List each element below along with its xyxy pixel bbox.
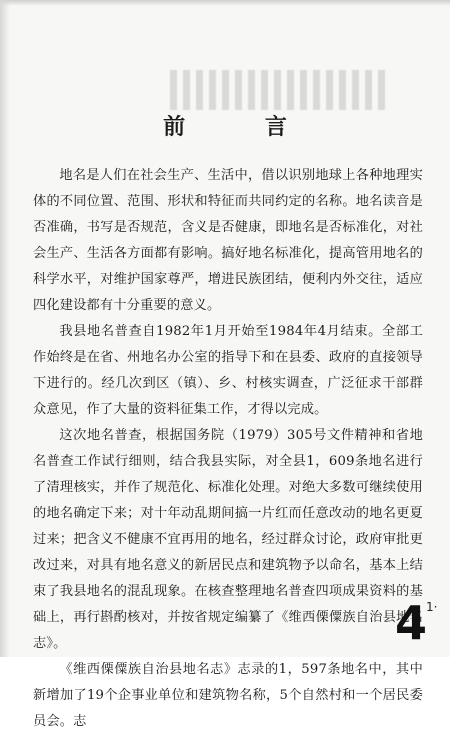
- paragraph-2: 我县地名普查自1982年1月开始至1984年4月结束。全部工作始终是在省、州地名办公室的指导下和在县委、政府的直接领导下进行的。经几次到区（镇）、乡、村核实调查，广泛征求干部群众意见，作了大量的资料征集工作，才得以完成。: [33, 324, 423, 417]
- paragraph-4: 《维西傈僳族自治县地名志》志录的1，597条地名中，其中新增加了19个企事业单位和建筑物名称，5个自然村和一个居民委员会。志: [33, 662, 423, 729]
- paragraph-1: 地名是人们在社会生产、生活中，借以识别地球上各种地理实体的不同位置、范围、形状和特征而共同约定的名称。地名读音是否准确，书写是否规范，含义是否健康，即地名是否标准化，对社会生产、生活各方面都有影响。搞好地名标准化，提高管用地名的科学水平，对维护国家尊严，增进民族团结，便利内外交往，适应四化建设都有十分重要的意义。: [33, 168, 423, 313]
- body-text: [33, 163, 423, 735]
- scan-edge-top: [0, 0, 450, 6]
- page-title: 前 言: [163, 114, 323, 140]
- scan-edge-left: [0, 0, 10, 657]
- bleed-through-text: [170, 70, 385, 110]
- page-number-mark: 1·: [426, 600, 438, 614]
- page-number: 4: [395, 596, 428, 650]
- paragraph-3: 这次地名普查，根据国务院（1979）305号文件精神和省地名普查工作试行细则，结合我县实际，对全县1，609条地名进行了清理核实，并作了规范化、标准化处理。对绝大多数可继续使用的地名确定下来；对十年动乱期间搞一片红而任意改动的地名更夏过来；把含义不健康不宜再用的地名，经过群众讨论，政府审批更改过来，对具有地名意义的新居民点和建筑物予以命名，基本上结束了我县地名的混乱现象。在核查整理地名普查四项成果资料的基础上，再行斟酌核对，并按省规定编纂了《维西傈僳族自治县地名志》。: [33, 428, 423, 651]
